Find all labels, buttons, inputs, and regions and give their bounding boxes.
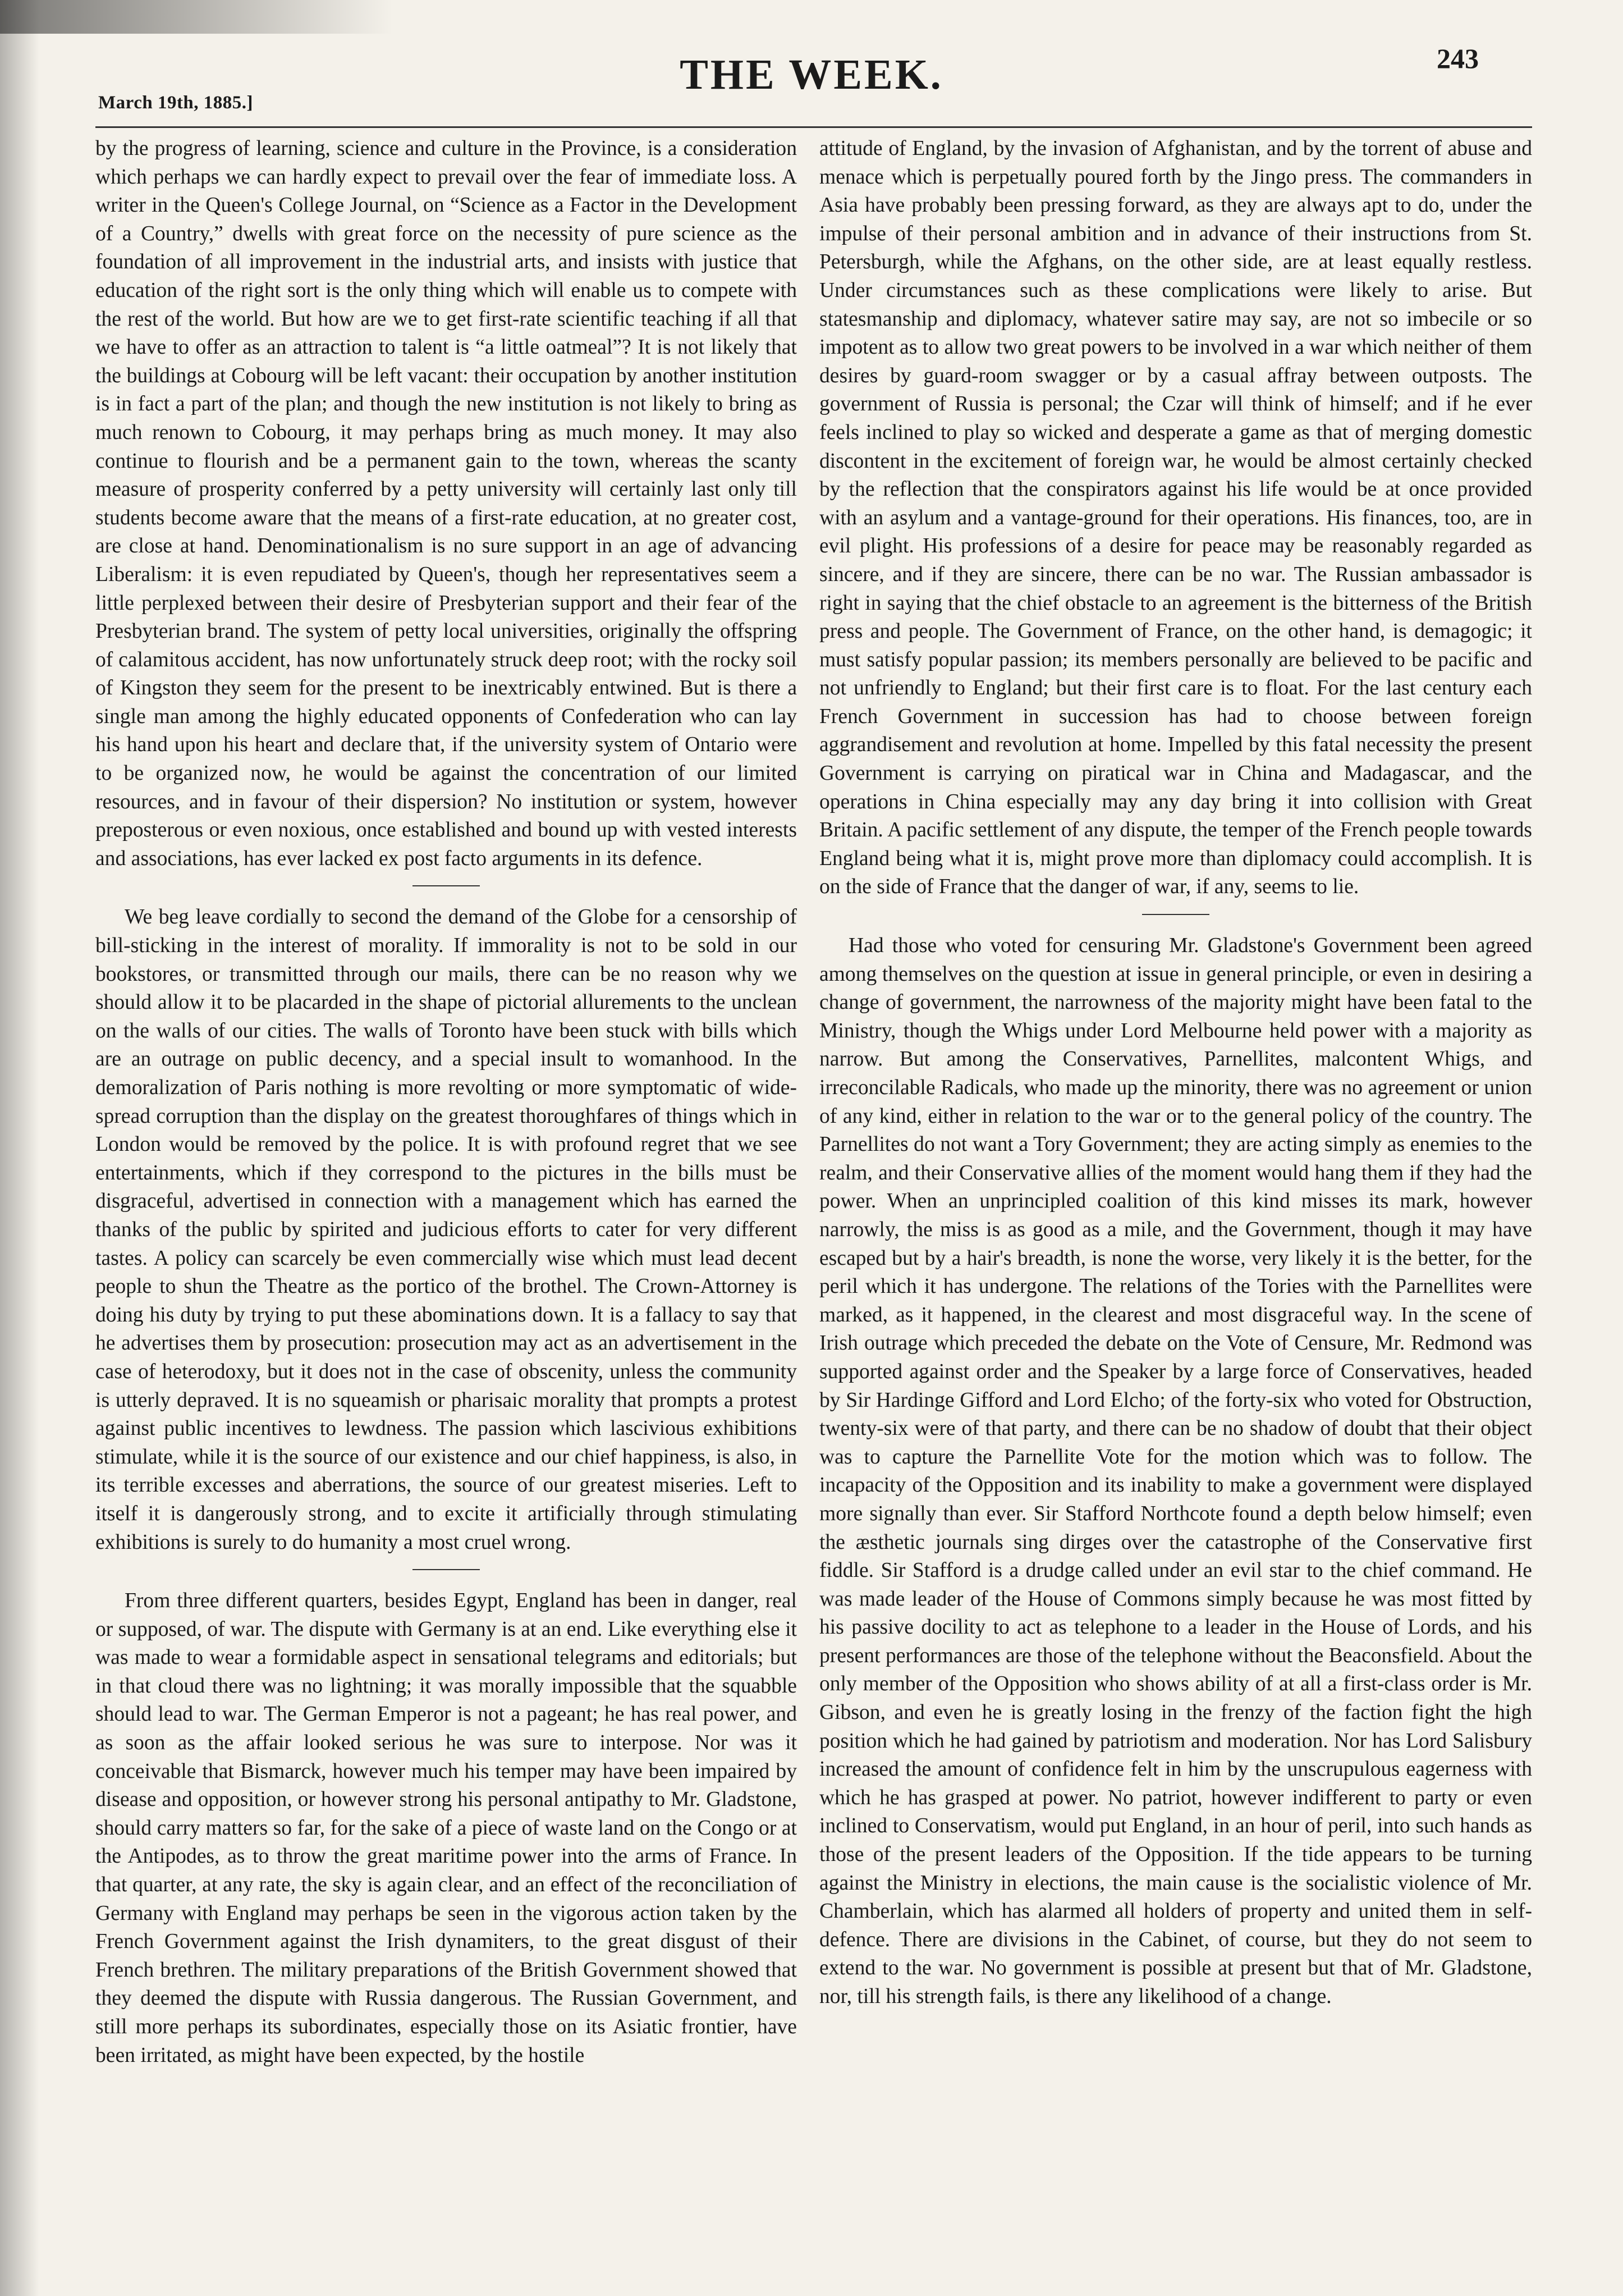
- section-divider: [412, 1569, 480, 1570]
- page-edge-shadow: [0, 0, 39, 2296]
- header-rule: [95, 126, 1532, 128]
- paragraph-russia-france: attitude of England, by the invasion of Afghanistan, and by the torrent of abuse and menace which is perpetually poured forth by the Jingo press. The commanders in Asia have probably been pressing forward, as they are always apt to do, under the impulse of their personal ambition and in advance of their instructions from St. Petersburgh, while the Afghans, on the other side, are at least equally restless. Under circumstances such as these complications were likely to arise. But statesmanship and diplomacy, whatever satire may say, are not so imbecile or so impotent as to allow two great powers to be involved in a war which neither of them desires by guard-room swagger or by a casual affray between outposts. The government of Russia is personal; the Czar will think of himself; and if he ever feels inclined to play so wicked and desperate a game as that of merging domestic discontent in the excitement of foreign war, he would be almost certainly checked by the reflection that the conspirators against his life would be at once provided with an asylum and a vantage-ground for their operations. His finances, too, are in evil plight. His professions of a desire for peace may be reasonably regarded as sincere, and if they are sincere, there can be no war. The Russian ambassador is right in saying that the chief obstacle to an agreement is the bitterness of the British press and people. The Government of France, on the other hand, is demagogic; it must satisfy popular passion; its members personally are believed to be pacific and not unfriendly to England; but their first care is to float. For the last century each French Government in succession has had to choose between foreign aggrandisement and revolution at home. Impelled by this fatal necessity the present Government is carrying on piratical war in China and Madagascar, and the operations in China especially may any day bring it into collision with Great Britain. A pacific settlement of any dispute, the temper of the French people towards England being what it is, might prove more than diplomacy could accomplish. It is on the side of France that the danger of war, if any, seems to lie.: [819, 137, 1532, 899]
- page-header: [0, 39, 1623, 124]
- section-divider: [412, 885, 480, 886]
- paragraph-education: by the progress of learning, science and culture in the Province, is a consideration which perhaps we can hardly expect to prevail over the fear of immediate loss. A writer in the Queen's College Journal, on “Science as a Factor in the Development of a Country,” dwells with great force on the necessity of pure science as the foundation of all improvement in the industrial arts, and insists with justice that education of the right sort is the only thing which will enable us to compete with the rest of the world. But how are we to get first-rate scientific teaching if all that we have to offer as an attraction to talent is “a little oatmeal”? It is not likely that the buildings at Cobourg will be left vacant: their occupation by another institution is in fact a part of the plan; and though the new institution is not likely to bring as much renown to Cobourg, it may perhaps bring as much money. It may also continue to flourish and be a permanent gain to the town, whereas the scanty measure of prosperity conferred by a petty university will certainly last only till students become aware that the means of a first-rate education, at no greater cost, are close at hand. Denominationalism is no sure support in an age of advancing Liberalism: it is even repudiated by Queen's, though her representatives seem a little perplexed between their desire of Presbyterian support and their fear of the Presbyterian brand. The system of petty local universities, originally the offspring of calamitous accident, has now unfortunately struck deep root; with the rocky soil of Kingston they seem for the present to be inextricably entwined. But is there a single man among the highly educated opponents of Confederation who can lay his hand upon his heart and declare that, if the university system of Ontario were to be organized now, he would be against the concentration of our limited resources, and in favour of their dispersion? No institution or system, however preposterous or even noxious, once established and bound up with vested interests and associations, has ever lacked ex post facto arguments in its defence.: [95, 137, 797, 870]
- section-divider: [1142, 914, 1209, 915]
- left-column: [95, 135, 797, 2070]
- issue-date: March 19th, 1885.]: [98, 93, 254, 113]
- paragraph-bill-sticking: We beg leave cordially to second the demand of the Globe for a censorship of bill-sticking in the interest of morality. If immorality is not to be sold in our bookstores, or transmitted through our mails, there can be no reason why we should allow it to be placarded in the shape of pictorial allurements to the unclean on the walls of our cities. The walls of Toronto have been stuck with bills which are an outrage on public decency, and a special insult to womanhood. In the demoralization of Paris nothing is more revolting or more symptomatic of wide-spread corruption than the display on the greatest thoroughfares of things which in London would be removed by the police. It is with profound regret that we see entertainments, which if they correspond to the pictures in the bills must be disgraceful, advertised in connection with a management which has earned the thanks of the public by spirited and judicious efforts to cater for very different tastes. A policy can scarcely be even commercially wise which must lead decent people to shun the Theatre as the portico of the brothel. The Crown-Attorney is doing his duty by trying to put these abominations down. It is a fallacy to say that he advertises them by prosecution: prosecution may act as an advertisement in the case of heterodoxy, but it does not in the case of obscenity, unless the community is utterly depraved. It is no squeamish or pharisaic morality that prompts a protest against public incentives to lewdness. The passion which lascivious exhibitions stimulate, while it is the source of our existence and our chief happiness, is also, in its terrible excesses and aberrations, the source of our greatest miseries. Left to itself it is dangerously strong, and to excite it artificially through stimulating exhibitions is surely to do humanity a most cruel wrong.: [95, 905, 797, 1554]
- paragraph-war-danger: From three different quarters, besides Egypt, England has been in danger, real or supposed, of war. The dispute with Germany is at an end. Like everything else it was made to wear a formidable aspect in sensational telegrams and editorials; but in that cloud there was no lightning; it was morally impossible that the squabble should lead to war. The German Emperor is not a pageant; he has real power, and as soon as the affair looked serious he was sure to interpose. Nor was it conceivable that Bismarck, however much his temper may have been impaired by disease and opposition, or however strong his personal antipathy to Mr. Gladstone, should carry matters so far, for the sake of a piece of waste land on the Congo or at the Antipodes, as to throw the great maritime power into the arms of France. In that quarter, at any rate, the sky is again clear, and an effect of the reconciliation of Germany with England may perhaps be seen in the vigorous action taken by the French Government against the Irish dynamiters, to the great disgust of their French brethren. The military preparations of the British Government showed that they deemed the dispute with Russia dangerous. The Russian Government, and still more perhaps its subordinates, especially those on its Asiatic frontier, have been irritated, as might have been expected, by the hostile: [95, 1589, 797, 2067]
- masthead-title: THE WEEK.: [680, 51, 943, 98]
- right-column: [819, 135, 1532, 2011]
- ink-smudge: [0, 0, 393, 34]
- page-number: 243: [1437, 43, 1479, 74]
- paragraph-vote-of-censure: Had those who voted for censuring Mr. Gladstone's Government been agreed among themselves on the question at issue in general principle, or even in desiring a change of government, the narrowness of the majority might have been fatal to the Ministry, though the Whigs under Lord Melbourne held power with a majority as narrow. But among the Conservatives, Parnellites, malcontent Whigs, and irreconcilable Radicals, who made up the minority, there was no agreement or union of any kind, either in relation to the war or to the general policy of the country. The Parnellites do not want a Tory Government; they are acting simply as enemies to the realm, and their Conservative allies of the moment would hang them if they had the power. When an unprincipled coalition of this kind misses its mark, however narrowly, the miss is as good as a mile, and the Government, though it may have escaped but by a hair's breadth, is none the worse, very likely it is the better, for the peril which it has undergone. The relations of the Tories with the Parnellites were marked, as it happened, in the clearest and most disgraceful way. In the scene of Irish outrage which preceded the debate on the Vote of Censure, Mr. Redmond was supported against order and the Speaker by a large force of Conservatives, headed by Sir Hardinge Gifford and Lord Elcho; of the forty-six who voted for Obstruction, twenty-six were of that party, and there can be no shadow of doubt that their object was to capture the Parnellite Vote for the motion which was to follow. The incapacity of the Opposition and its inability to make a government were displayed more signally than ever. Sir Stafford Northcote found a depth below himself; even the æsthetic journals sing dirges over the catastrophe of the Conservative first fiddle. Sir Stafford is a drudge called under an evil star to the chief command. He was made leader of the House of Commons simply because he was most fitted by his passive docility to act as telephone to a leader in the House of Lords, and his present performances are those of the telephone without the Beaconsfield. About the only member of the Opposition who shows ability of at all a first-class order is Mr. Gibson, and even he is greatly losing in the frenzy of the faction fight the high position which he had gained by patriotism and moderation. Nor has Lord Salisbury increased the amount of confidence felt in him by the unscrupulous eagerness with which he has grasped at power. No patriot, however indifferent to party or even inclined to Conservatism, would put England, in an hour of peril, into such hands as those of the present leaders of the Opposition. If the tide appears to be turning against the Ministry in elections, the main cause is the socialistic violence of Mr. Chamberlain, which has alarmed all holders of property and united them in self-defence. There are divisions in the Cabinet, of course, but they do not seem to extend to the war. No government is possible at present but that of Mr. Gladstone, nor, till his strength fails, is there any likelihood of a change.: [819, 934, 1532, 2008]
